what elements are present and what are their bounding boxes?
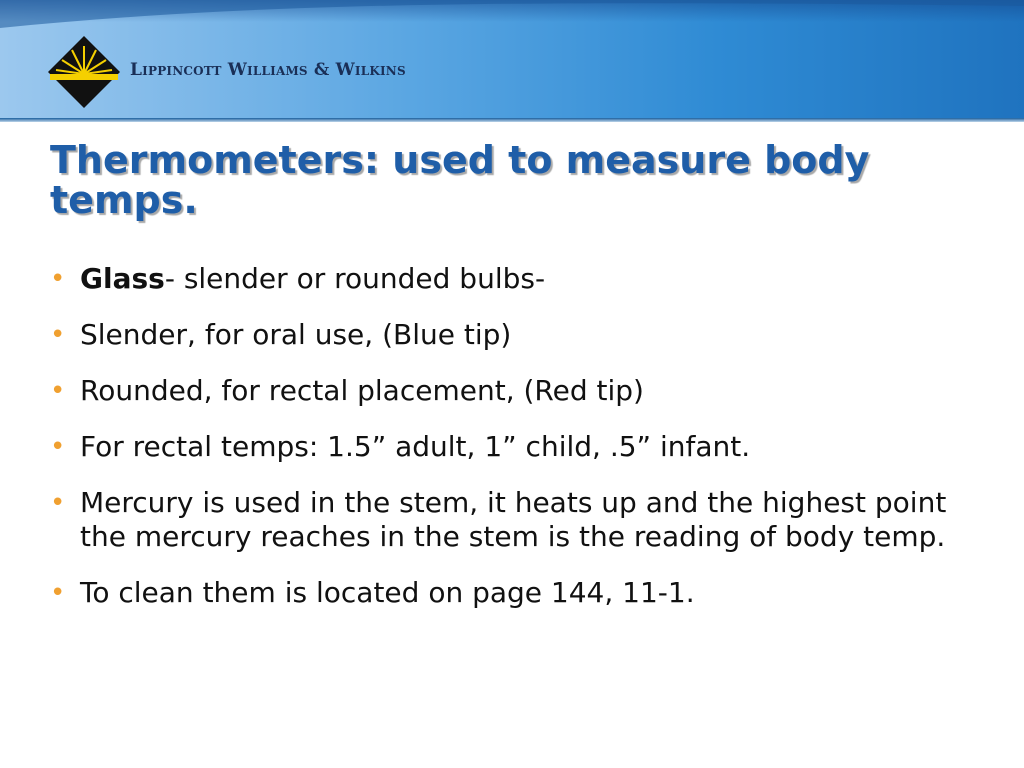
bullet-item: [48, 262, 988, 296]
publisher-name: Lippincott Williams & Wilkins: [130, 60, 406, 80]
bullet-dot-icon: •: [50, 432, 66, 462]
bullet-item: [48, 430, 988, 464]
bullet-dot-icon: •: [50, 264, 66, 294]
bullet-dot-icon: •: [50, 488, 66, 518]
bullet-dot-icon: •: [50, 578, 66, 608]
bullet-text: - slender or rounded bulbs-: [164, 262, 546, 295]
bullet-item: [48, 486, 988, 554]
bullet-dot-icon: •: [50, 320, 66, 350]
bullet-item: [48, 576, 988, 610]
header-banner: [0, 0, 1024, 118]
bullet-dot-icon: •: [50, 376, 66, 406]
bullet-text: Mercury is used in the stem, it heats up and the highest point the mercury reaches in the stem is the reading of body temp.: [80, 486, 947, 553]
lww-sunburst-logo-icon: [46, 34, 122, 110]
bullet-item: [48, 318, 988, 352]
header-swoosh: [0, 0, 1024, 118]
bullet-text: To clean them is located on page 144, 11-1.: [80, 576, 695, 609]
bullet-text: For rectal temps: 1.5” adult, 1” child, .5” infant.: [80, 430, 751, 463]
slide-title: Thermometers: used to measure body temps.: [50, 138, 870, 222]
bullet-bold-label: Glass: [80, 262, 165, 295]
bullet-item: [48, 374, 988, 408]
bullet-text: Slender, for oral use, (Blue tip): [80, 318, 512, 351]
bullet-text: Rounded, for rectal placement, (Red tip): [80, 374, 644, 407]
header-divider: [0, 118, 1024, 122]
bullet-list: [48, 262, 988, 632]
